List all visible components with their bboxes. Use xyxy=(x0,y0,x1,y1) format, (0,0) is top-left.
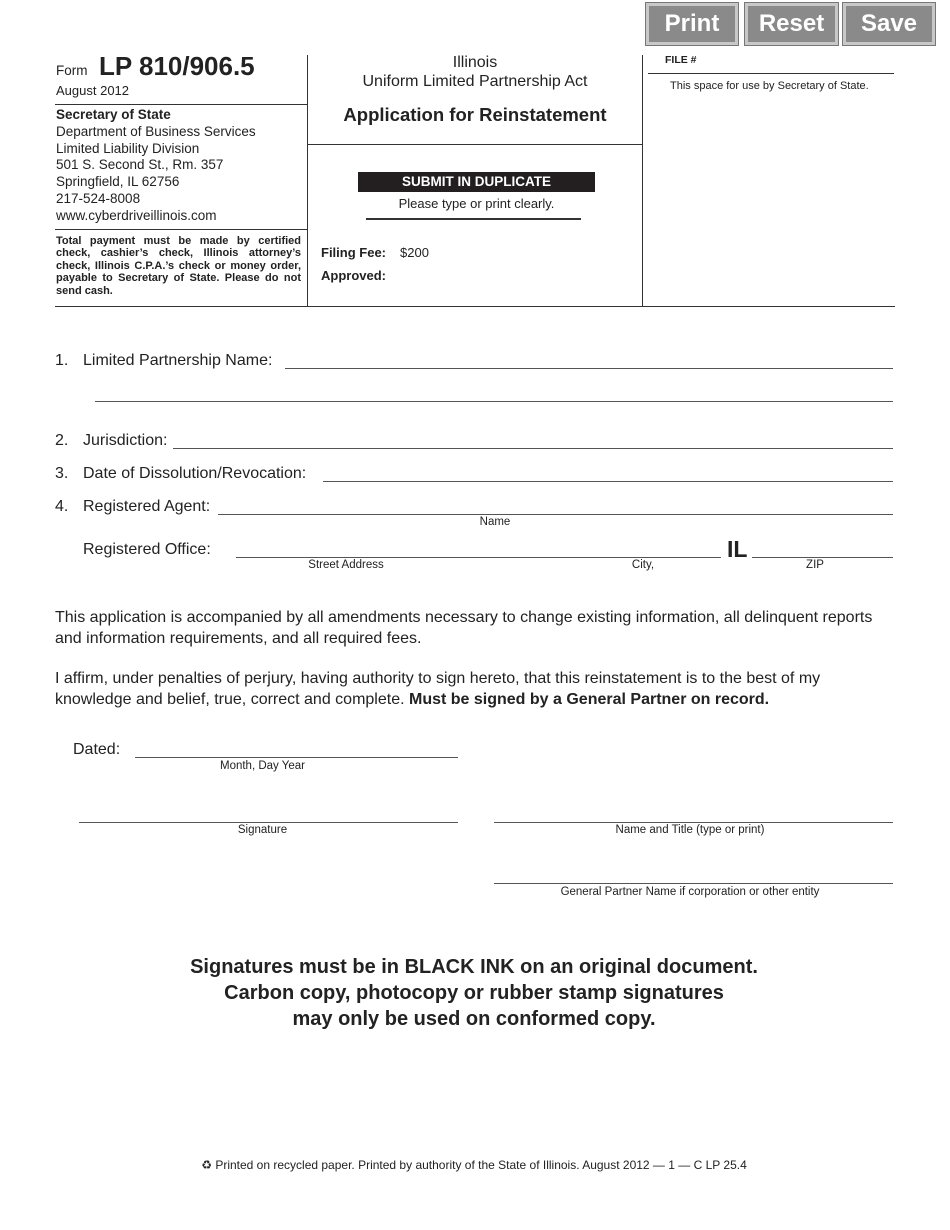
ink-warning xyxy=(0,954,948,1032)
city-caption: City, xyxy=(631,559,655,571)
office-line: Limited Liability Division xyxy=(56,141,200,156)
signature-caption: Signature xyxy=(237,824,288,836)
warning-line-3: may only be used on conformed copy. xyxy=(292,1008,656,1030)
date-caption: Month, Day Year xyxy=(219,760,306,772)
registered-office-label: Registered Office: xyxy=(83,541,211,558)
state-code: IL xyxy=(727,536,748,562)
file-number-label: FILE # xyxy=(665,54,697,66)
office-line: Springfield, IL 62756 xyxy=(56,174,180,189)
file-box-note: This space for use by Secretary of State. xyxy=(670,80,869,92)
reset-button[interactable]: Reset xyxy=(745,3,838,45)
jurisdiction-label: Jurisdiction: xyxy=(83,432,168,449)
name-title-field[interactable] xyxy=(494,822,893,823)
office-line: 501 S. Second St., Rm. 357 xyxy=(56,157,224,172)
partnership-name-field-line2[interactable] xyxy=(95,401,893,402)
approved-label: Approved: xyxy=(321,268,386,283)
zip-caption: ZIP xyxy=(806,559,824,571)
instruction-text: Please type or print clearly. xyxy=(398,196,555,211)
registered-agent-field[interactable] xyxy=(218,514,893,515)
office-phone: 217-524-8008 xyxy=(56,191,141,206)
registered-agent-label: Registered Agent: xyxy=(83,498,211,515)
act-name: Uniform Limited Partnership Act xyxy=(362,73,588,90)
item-number: 1. xyxy=(55,352,69,369)
office-line: Department of Business Services xyxy=(56,124,256,139)
jurisdiction-field[interactable] xyxy=(173,448,893,449)
partnership-name-label: Limited Partnership Name: xyxy=(83,352,273,369)
form-title: Application for Reinstatement xyxy=(343,104,607,125)
zip-field[interactable] xyxy=(752,557,893,558)
payment-note: Total payment must be made by certified check, cashier’s check, Illinois attorney’s check, Illinois C.P.A.’s check or money order, payable to Secretary of State. Please do not send cash. xyxy=(56,235,301,297)
dissolution-date-field[interactable] xyxy=(323,481,893,482)
form-prefix: Form xyxy=(56,63,88,78)
submit-banner: SUBMIT IN DUPLICATE xyxy=(358,172,595,192)
registered-office-address-field[interactable] xyxy=(236,557,721,558)
item-number: 2. xyxy=(55,432,69,449)
fee-label: Filing Fee: xyxy=(321,245,386,260)
date-field[interactable] xyxy=(135,757,458,758)
footer-text: Printed on recycled paper. Printed by authority of the State of Illinois. August 2012 — 1 — C LP 25.4 xyxy=(215,1158,747,1172)
print-button[interactable]: Print xyxy=(646,3,738,45)
signature-requirement: Must be signed by a General Partner on record. xyxy=(409,690,770,708)
affirmation-text: I affirm, under penalties of perjury, having authority to sign hereto, that this reinstatement is to the best of my knowledge and belief, true, correct and complete. xyxy=(55,670,821,708)
accompaniment-statement: This application is accompanied by all amendments necessary to change existing information, all delinquent reports and information requirements, and all required fees. xyxy=(55,609,873,647)
partnership-name-field[interactable] xyxy=(285,368,893,369)
warning-line-2: Carbon copy, photocopy or rubber stamp signatures xyxy=(224,982,724,1004)
warning-line-1: Signatures must be in BLACK INK on an original document. xyxy=(190,956,758,978)
recycle-icon: ♻ xyxy=(201,1158,212,1172)
fee-value: $200 xyxy=(400,245,429,260)
dissolution-date-label: Date of Dissolution/Revocation: xyxy=(83,465,307,482)
name-title-caption: Name and Title (type or print) xyxy=(615,824,765,836)
street-address-caption: Street Address xyxy=(308,559,384,571)
dated-label: Dated: xyxy=(73,741,121,758)
general-partner-caption: General Partner Name if corporation or other entity xyxy=(560,886,820,898)
footer xyxy=(0,1158,948,1172)
save-button[interactable]: Save xyxy=(843,3,935,45)
form-date: August 2012 xyxy=(56,83,130,98)
state-name: Illinois xyxy=(452,54,498,71)
item-number: 4. xyxy=(55,498,69,515)
office-name: Secretary of State xyxy=(56,107,171,122)
agent-name-caption: Name xyxy=(479,516,511,528)
signature-field[interactable] xyxy=(79,822,458,823)
affirmation-statement xyxy=(55,669,895,710)
general-partner-name-field[interactable] xyxy=(494,883,893,884)
item-number: 3. xyxy=(55,465,69,482)
form-number: LP 810/906.5 xyxy=(99,51,255,81)
office-website: www.cyberdriveillinois.com xyxy=(56,208,217,223)
